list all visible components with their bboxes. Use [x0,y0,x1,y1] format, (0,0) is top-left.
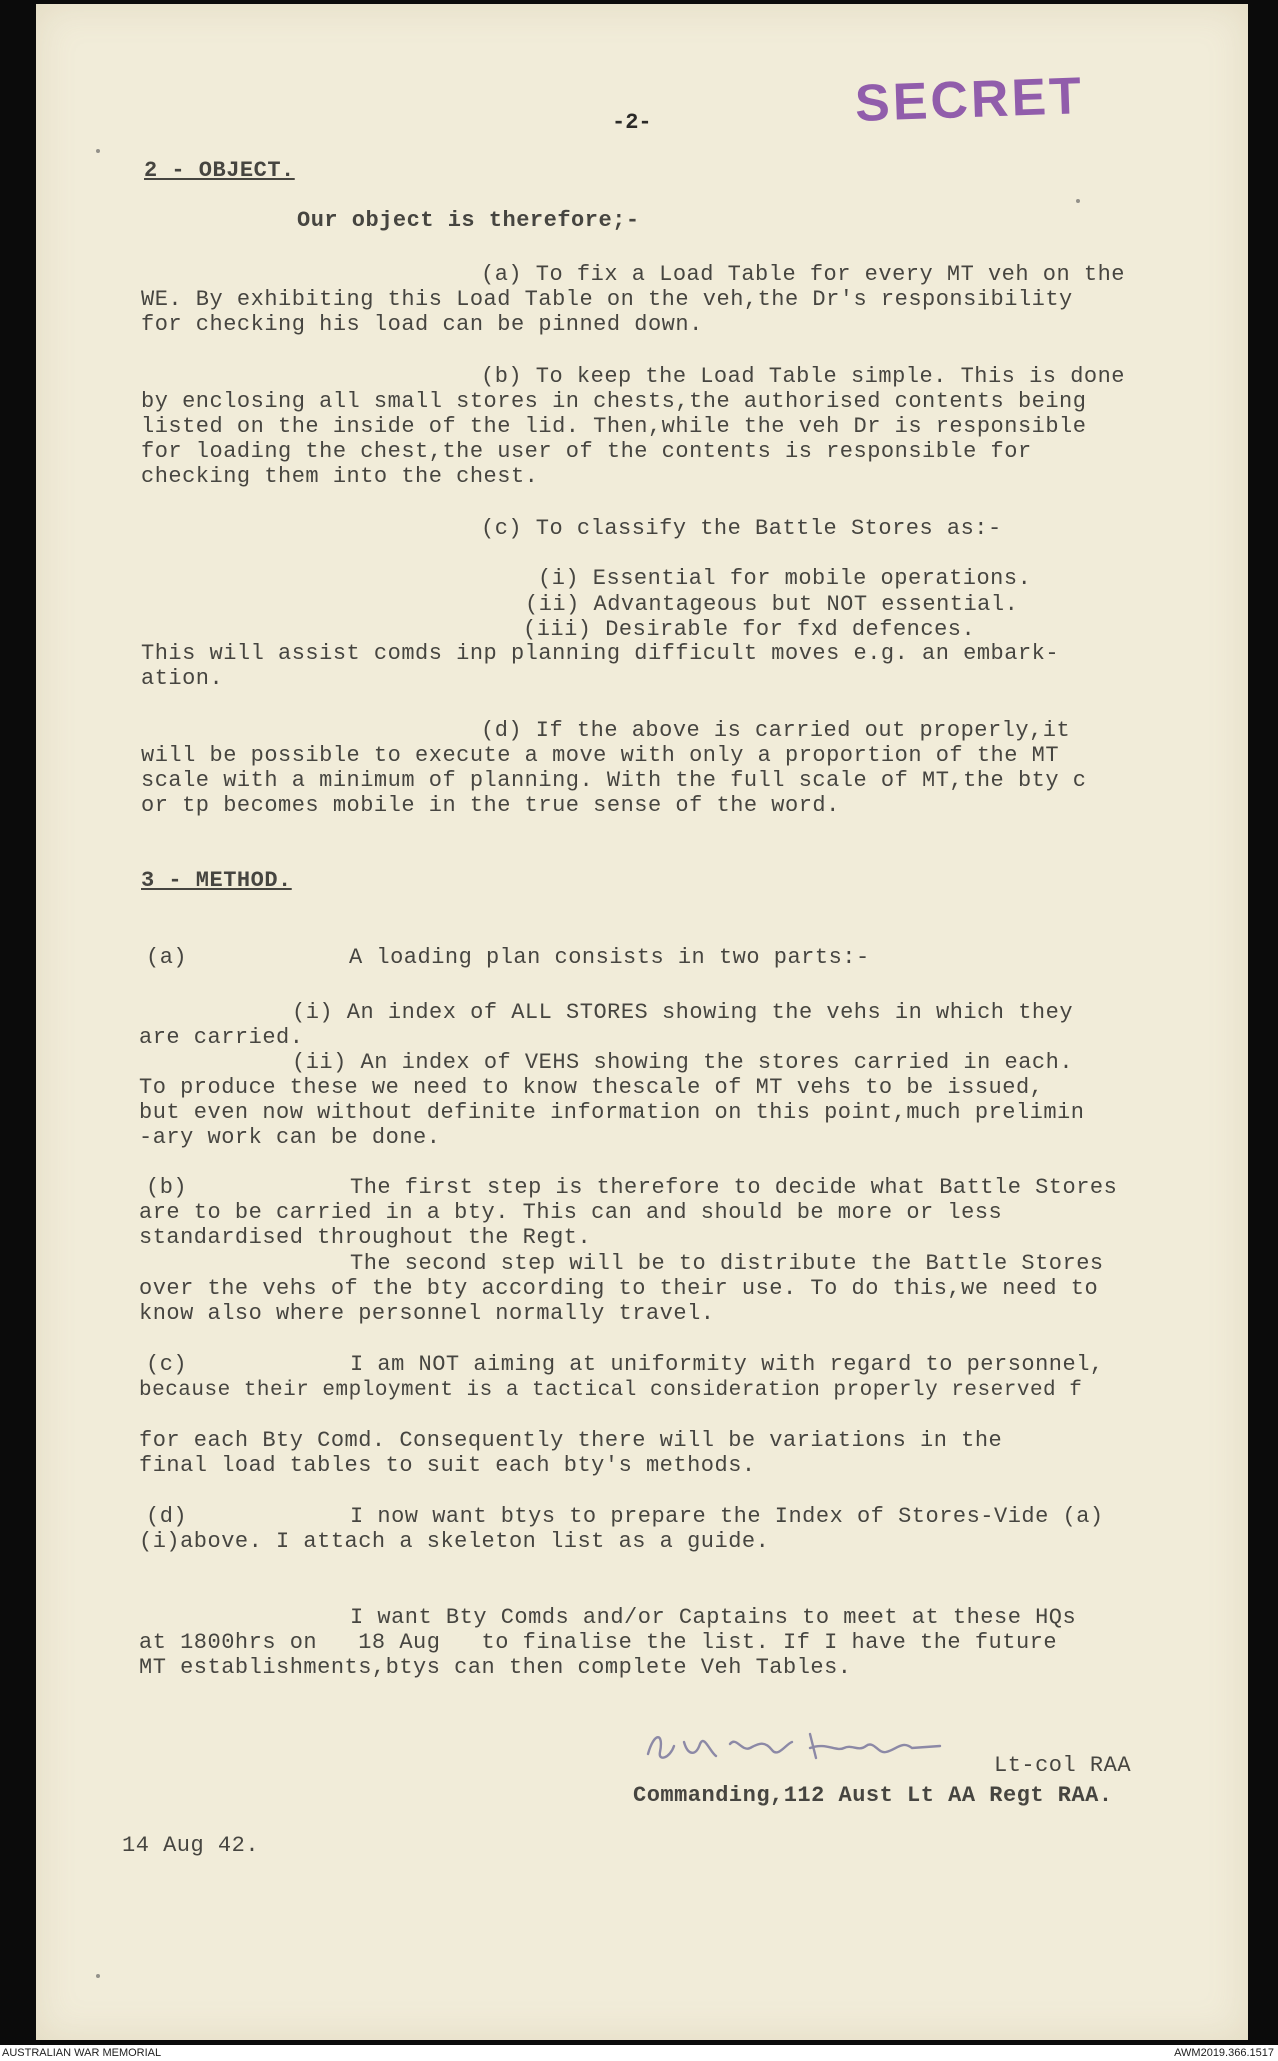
object-para-d-line1: (d) If the above is carried out properly,it [481,718,1071,743]
method-b-line1: The first step is therefore to decide what Battle Stores [350,1175,1118,1200]
object-para-c-item-i: (i) Essential for mobile operations. [538,566,1032,591]
object-para-b-line1: (b) To keep the Load Table simple. This is done [481,364,1126,389]
closing-line3: MT establishments,btys can then complete Veh Tables. [139,1655,852,1680]
handwritten-signature [640,1722,980,1772]
method-c2-line1: for each Bty Comd. Consequently there will be variations in the [139,1428,1003,1453]
method-c-line1: I am NOT aiming at uniformity with regard to personnel, [350,1352,1104,1377]
method-a-i-line1: (i) An index of ALL STORES showing the vehs in which they [292,1000,1074,1025]
object-para-b-line3: listed on the inside of the lid. Then,while the veh Dr is responsible [141,414,1087,439]
object-para-c-item-ii: (ii) Advantageous but NOT essential. [525,592,1019,617]
paper-speck [96,1974,100,1978]
object-para-b-line2: by enclosing all small stores in chests,the authorised contents being [141,389,1087,414]
document-date: 14 Aug 42. [122,1833,260,1858]
secret-stamp: SECRET [854,67,1085,133]
paper-speck [96,149,100,153]
method-a-label: (a) [146,945,188,970]
method-b2-line1: The second step will be to distribute the Battle Stores [350,1251,1104,1276]
method-b-label: (b) [146,1175,188,1200]
object-para-c-after-line1: This will assist comds inp planning difficult moves e.g. an embark- [141,641,1060,666]
method-d-line2: (i)above. I attach a skeleton list as a guide. [139,1529,770,1554]
footer-archive-id: AWM2019.366.1517 [1174,2047,1274,2059]
signatory-title: Commanding,112 Aust Lt AA Regt RAA. [633,1783,1113,1808]
object-para-c-intro: (c) To classify the Battle Stores as:- [481,516,1002,541]
paper-speck [1076,199,1080,203]
section-heading-method: 3 - METHOD. [141,868,292,893]
method-d-label: (d) [146,1504,188,1529]
object-para-a-line2: WE. By exhibiting this Load Table on the veh,the Dr's responsibility [141,287,1073,312]
object-para-b-line5: checking them into the chest. [141,464,539,489]
object-para-d-line4: or tp becomes mobile in the true sense of the word. [141,793,840,818]
object-para-d-line2: will be possible to execute a move with only a proportion of the MT [141,743,1060,768]
closing-line1: I want Bty Comds and/or Captains to meet at these HQs [350,1605,1077,1630]
object-para-d-line3: scale with a minimum of planning. With the full scale of MT,the bty c [141,768,1087,793]
signatory-rank: Lt-col RAA [994,1753,1132,1778]
object-para-c-item-iii: (iii) Desirable for fxd defences. [523,617,976,642]
method-c-line2: because their employment is a tactical consideration properly reserved f [139,1379,1083,1402]
method-b-line2: are to be carried in a bty. This can and should be more or less [139,1200,1003,1225]
method-b-line3: standardised throughout the Regt. [139,1225,592,1250]
footer-archive-name: AUSTRALIAN WAR MEMORIAL [2,2047,162,2059]
method-d-line1: I now want btys to prepare the Index of Stores-Vide (a) [350,1504,1104,1529]
object-intro: Our object is therefore;- [297,208,640,233]
method-a-ii-line2: To produce these we need to know thescale of MT vehs to be issued, [139,1075,1044,1100]
object-para-b-line4: for loading the chest,the user of the contents is responsible for [141,439,1032,464]
method-c2-line2: final load tables to suit each bty's methods. [139,1453,756,1478]
object-para-c-after-line2: ation. [141,666,224,691]
object-para-a-line1: (a) To fix a Load Table for every MT veh on the [481,262,1126,287]
method-a-text: A loading plan consists in two parts:- [349,945,870,970]
method-a-ii-line4: -ary work can be done. [139,1125,441,1150]
method-a-ii-line1: (ii) An index of VEHS showing the stores carried in each. [292,1050,1074,1075]
closing-line2: at 1800hrs on 18 Aug to finalise the list. If I have the future [139,1630,1058,1655]
method-c-label: (c) [146,1352,188,1377]
method-a-i-line2: are carried. [139,1025,304,1050]
object-para-a-line3: for checking his load can be pinned down. [141,312,703,337]
page-number: -2- [612,110,652,135]
method-b2-line3: know also where personnel normally travel. [139,1301,715,1326]
method-b2-line2: over the vehs of the bty according to their use. To do this,we need to [139,1276,1099,1301]
section-heading-object: 2 - OBJECT. [144,158,295,183]
method-a-ii-line3: but even now without definite information on this point,much prelimin [139,1100,1085,1125]
